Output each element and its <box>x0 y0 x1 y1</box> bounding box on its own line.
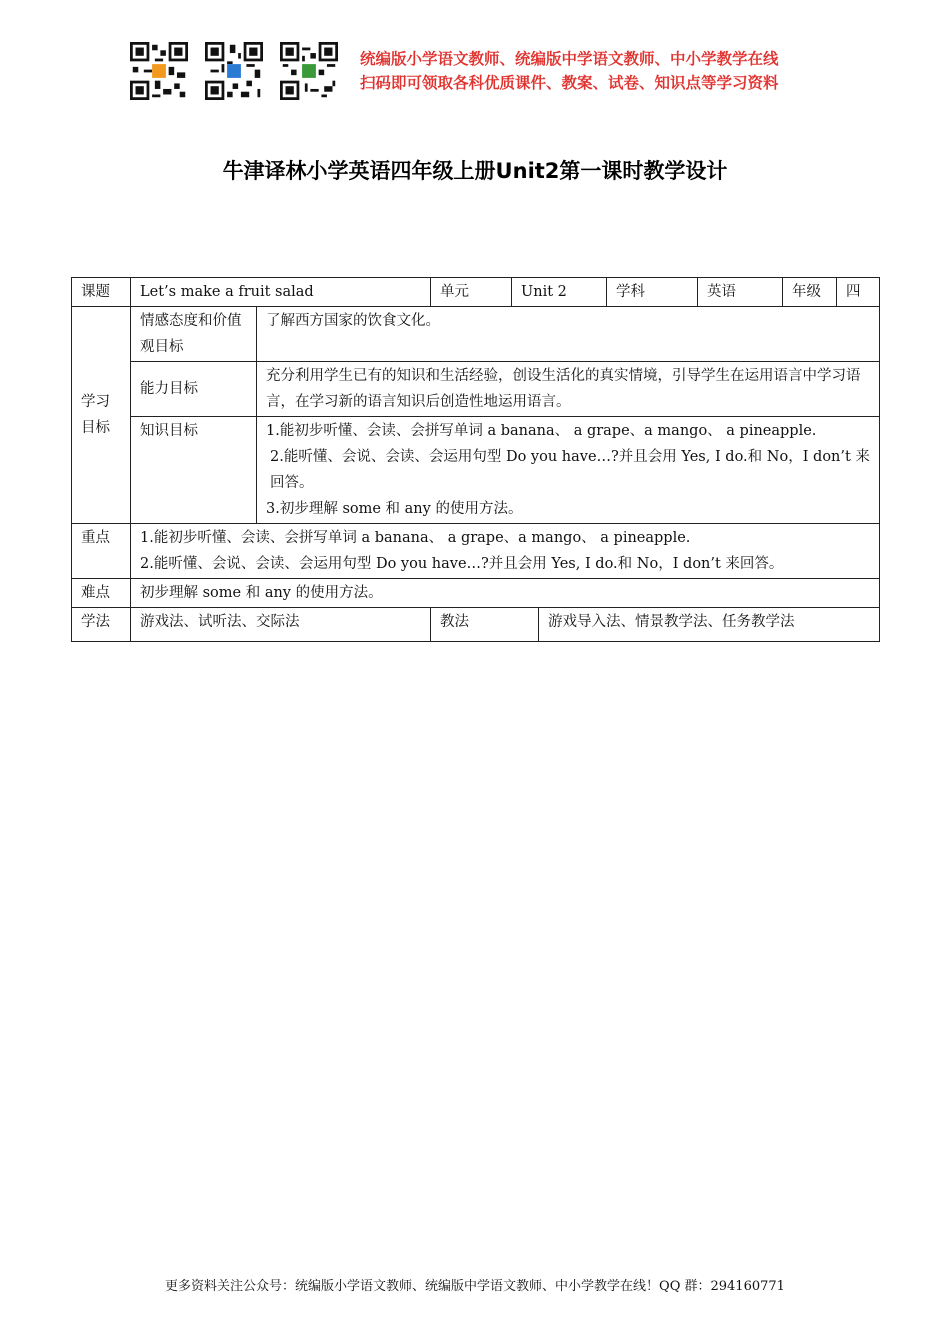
emotion-label: 情感态度和价值观目标 <box>131 307 257 362</box>
key-points-label: 重点 <box>72 524 131 579</box>
list-item: 1.能初步听懂、会读、会拼写单词 a banana、 a grape、a mango、 a pineapple. <box>266 423 817 439</box>
document-title: 牛津译林小学英语四年级上册Unit2第一课时教学设计 <box>222 159 728 183</box>
learn-method-label: 学法 <box>72 608 131 642</box>
table-row-difficulty <box>72 579 880 608</box>
ability-label: 能力目标 <box>131 362 257 417</box>
header-banner <box>130 42 830 104</box>
grade-value: 四 <box>846 284 861 300</box>
emotion-text: 了解西方国家的饮食文化。 <box>257 307 880 362</box>
list-item: 2.能听懂、会说、会读、会运用句型 Do you have…?并且会用 Yes, I do.和 No，I don’t 来回答。 <box>140 556 784 572</box>
banner-text <box>360 47 779 95</box>
key-points-text <box>131 524 880 579</box>
table-row-ability <box>72 362 880 417</box>
banner-line-2: 扫码即可领取各科优质课件、教案、试卷、知识点等学习资料 <box>360 74 779 92</box>
list-item: 1.能初步听懂、会读、会拼写单词 a banana、 a grape、a mango、 a pineapple. <box>140 530 691 546</box>
teach-method-text: 游戏导入法、情景教学法、任务教学法 <box>539 608 880 642</box>
difficulty-text: 初步理解 some 和 any 的使用方法。 <box>131 579 880 608</box>
banner-line-1: 统编版小学语文教师、统编版中学语文教师、中小学教学在线 <box>360 50 779 68</box>
knowledge-text <box>257 417 880 524</box>
list-item: 3.初步理解 some 和 any 的使用方法。 <box>266 501 523 517</box>
teach-method-label: 教法 <box>431 608 539 642</box>
table-row-knowledge <box>72 417 880 524</box>
table-row-key-points <box>72 524 880 579</box>
unit-value: Unit 2 <box>512 278 607 307</box>
table-row-methods <box>72 608 880 642</box>
topic-value: Let’s make a fruit salad <box>131 278 431 307</box>
qr-code-icon[interactable] <box>205 42 263 100</box>
table-row-info <box>72 278 880 307</box>
ability-text: 充分利用学生已有的知识和生活经验，创设生活化的真实情境，引导学生在运用语言中学习语言，在学习新的语言知识后创造性地运用语言。 <box>257 362 880 417</box>
subject-label: 学科 <box>607 278 698 307</box>
topic-label: 课题 <box>72 278 131 307</box>
learn-method-text: 游戏法、试听法、交际法 <box>131 608 431 642</box>
grade-cell <box>783 278 880 307</box>
difficulty-label: 难点 <box>72 579 131 608</box>
table-row-emotion <box>72 307 880 362</box>
objectives-label: 学习目标 <box>72 307 131 524</box>
lesson-plan-table <box>71 277 880 642</box>
qr-code-icon[interactable] <box>130 42 188 100</box>
unit-label: 单元 <box>431 278 512 307</box>
list-item: 2.能听懂、会说、会读、会运用句型 Do you have…?并且会用 Yes, I do.和 No，I don’t 来回答。 <box>270 449 870 491</box>
subject-value: 英语 <box>698 278 783 307</box>
qr-code-icon[interactable] <box>280 42 338 100</box>
grade-label: 年级 <box>783 278 837 306</box>
footer-text: 更多资料关注公众号：统编版小学语文教师、统编版中学语文教师、中小学教学在线！QQ 群：294160771 <box>165 1279 785 1294</box>
knowledge-label: 知识目标 <box>131 417 257 524</box>
